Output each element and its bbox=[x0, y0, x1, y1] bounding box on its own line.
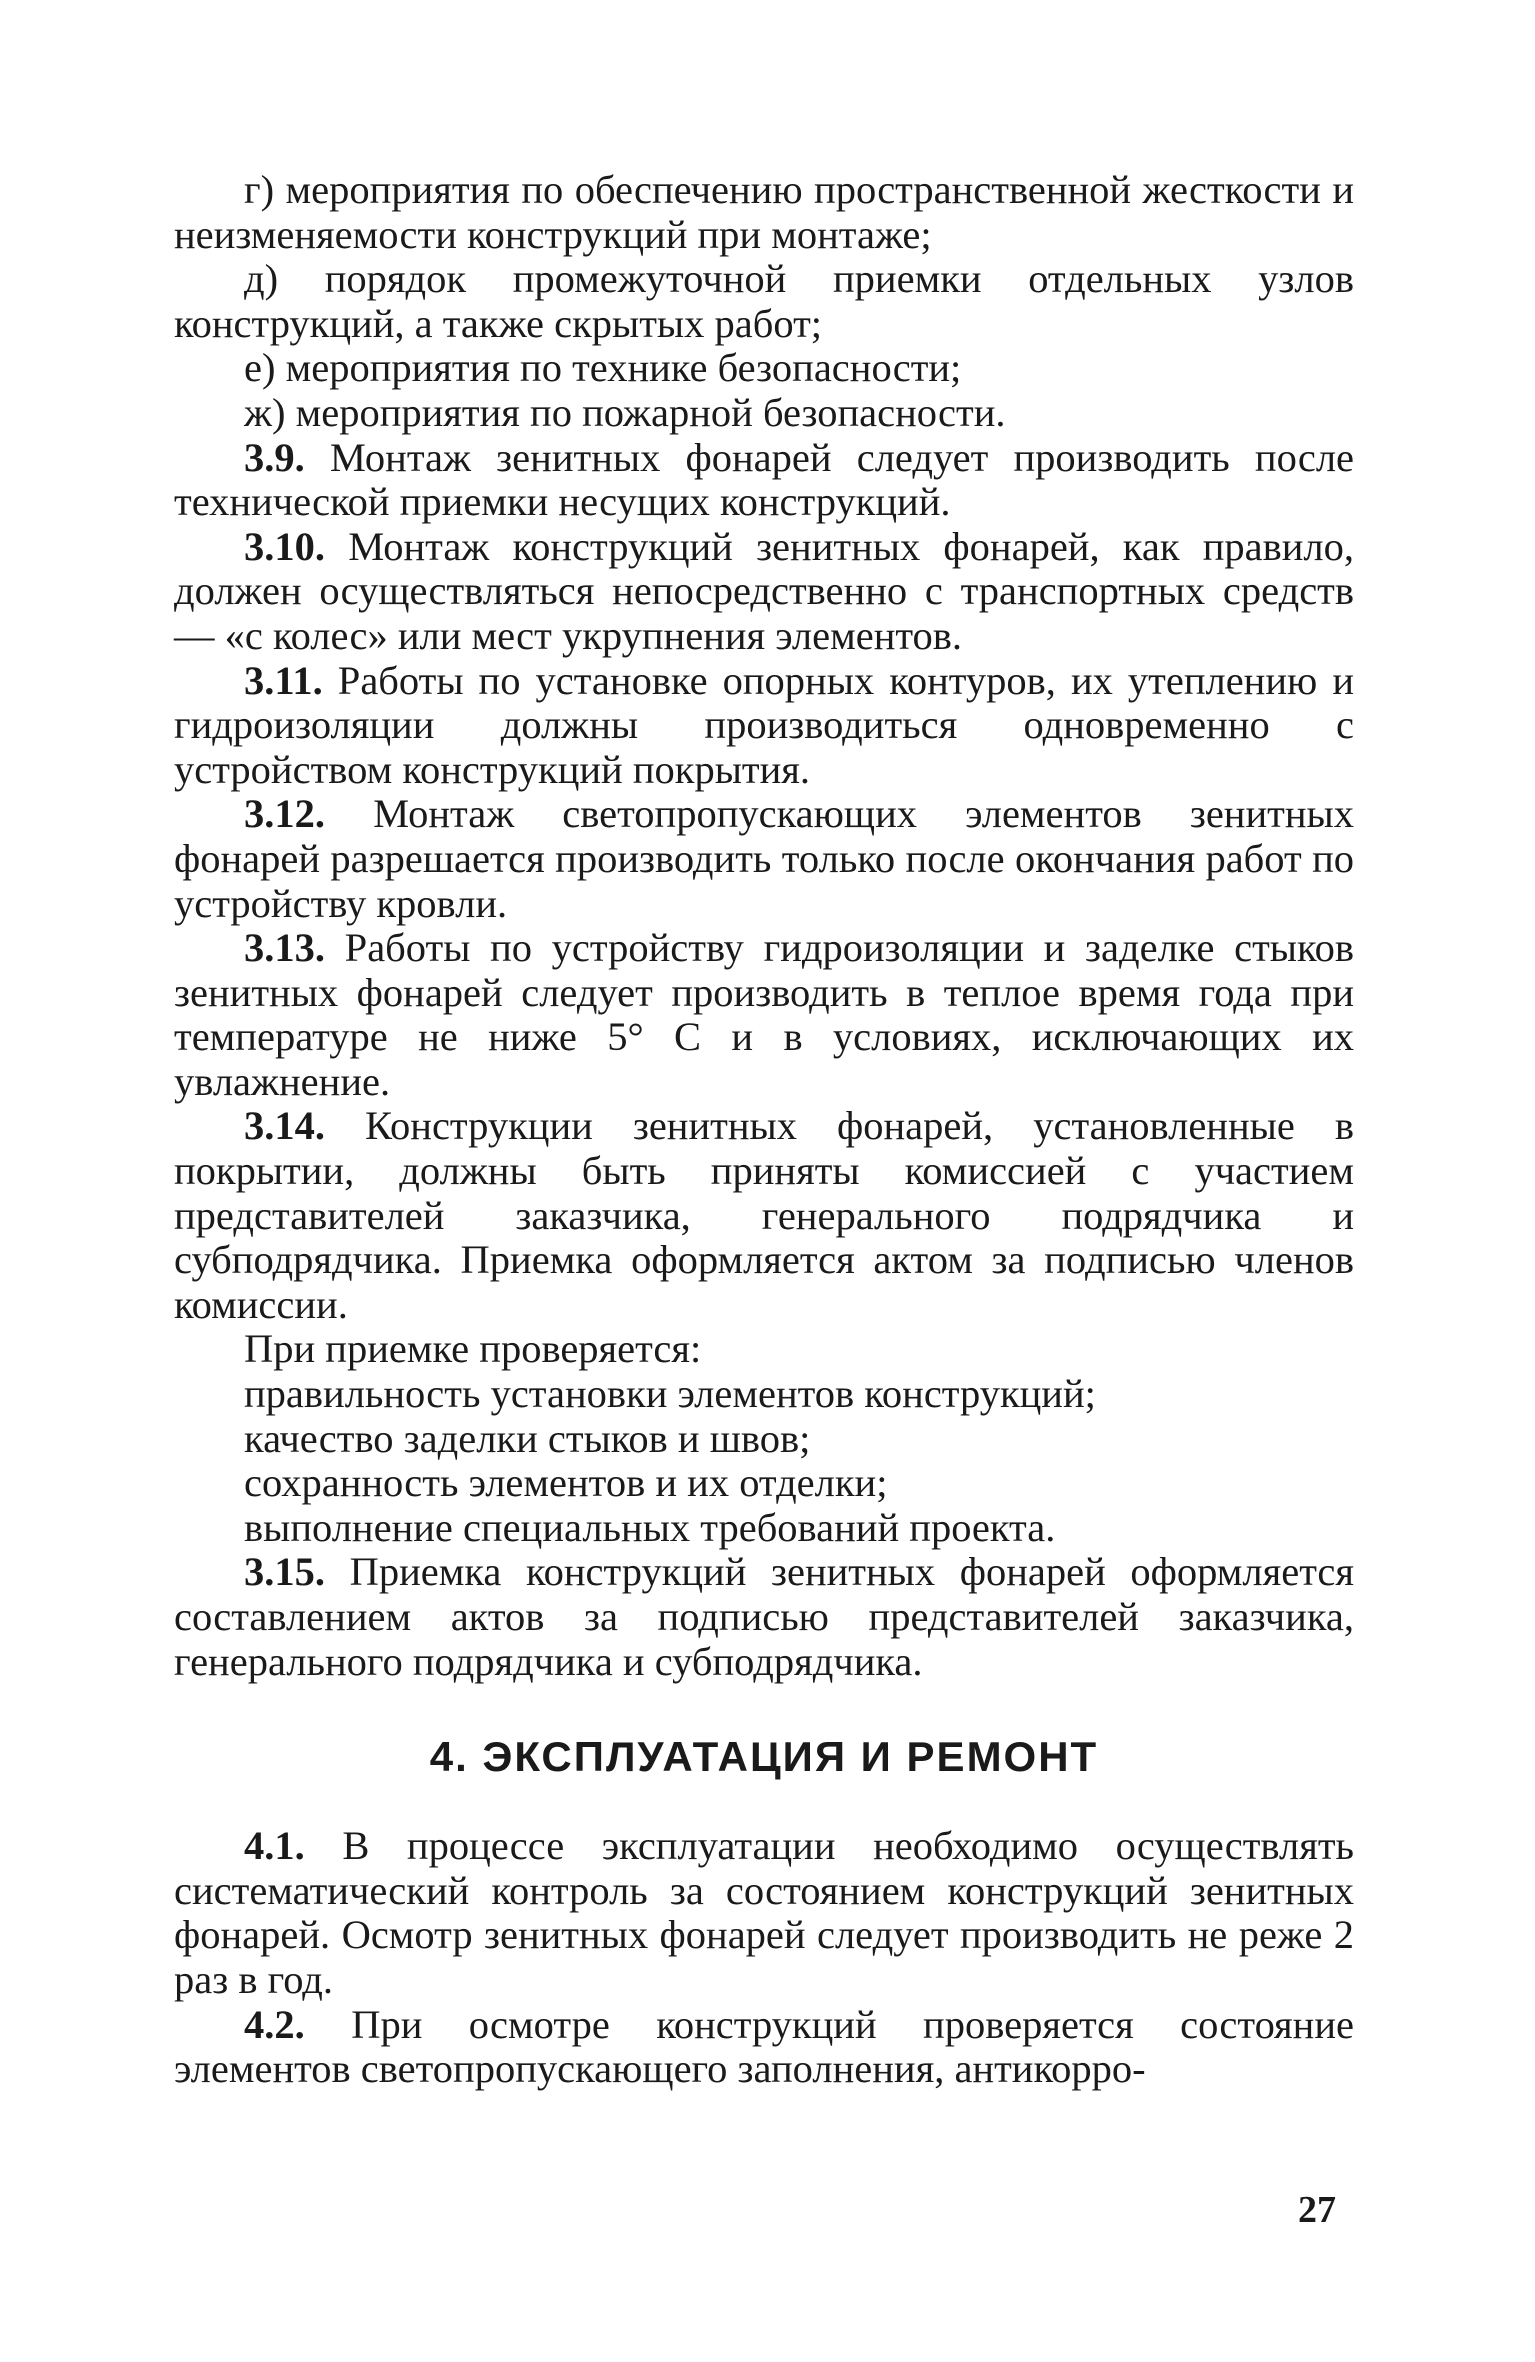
check-intro: При приемке проверяется: bbox=[244, 1326, 702, 1372]
check-item: правильность установки элементов конструкций; bbox=[244, 1371, 1096, 1417]
section-text: Монтаж светопропускающих элементов зенитных фонарей разрешается производить только после окончания работ по устройству кровли. bbox=[174, 791, 1354, 926]
list-item-zh: ж) мероприятия по пожарной безопасности. bbox=[244, 389, 1006, 435]
section-number: 3.12. bbox=[244, 791, 325, 837]
check-item: выполнение специальных требований проекта. bbox=[244, 1504, 1056, 1550]
paragraph-3-13 bbox=[174, 926, 1354, 1104]
list-item-e: е) мероприятия по технике безопасности; bbox=[244, 345, 962, 391]
section-number: 3.14. bbox=[244, 1103, 325, 1149]
section-number: 4.2. bbox=[244, 2001, 305, 2047]
paragraph-4-2 bbox=[174, 2003, 1354, 2092]
section-number: 3.9. bbox=[244, 434, 305, 480]
section-text: Работы по устройству гидроизоляции и заделке стыков зенитных фонарей следует производить в теплое время года при температуре не ниже 5° С и в условиях, исключающих их увлажнение. bbox=[174, 925, 1354, 1104]
paragraph-3-14 bbox=[174, 1104, 1354, 1327]
paragraph-3-10 bbox=[174, 525, 1354, 659]
page-number: 27 bbox=[1298, 2189, 1336, 2231]
section-text: Приемка конструкций зенитных фонарей оформляется составлением актов за подписью представителей заказчика, генерального подрядчика и субподрядчика. bbox=[174, 1549, 1354, 1684]
check-item: качество заделки стыков и швов; bbox=[244, 1415, 811, 1461]
section-number: 3.13. bbox=[244, 925, 325, 971]
section-number: 3.10. bbox=[244, 523, 325, 569]
section-text: Работы по установке опорных контуров, их утеплению и гидроизоляции должны производиться одновременно с устройством конструкций покрытия. bbox=[174, 657, 1354, 792]
section-heading: 4. ЭКСПЛУАТАЦИЯ И РЕМОНТ bbox=[429, 1733, 1099, 1781]
section-text: В процессе эксплуатации необходимо осуществлять систематический контроль за состоянием конструкций зенитных фонарей. Осмотр зенитных фонарей следует производить не реже 2 раз в год. bbox=[174, 1823, 1354, 2002]
section-number: 3.15. bbox=[244, 1549, 325, 1595]
paragraph-3-12 bbox=[174, 792, 1354, 926]
paragraph-4-1 bbox=[174, 1824, 1354, 2002]
list-item-g: г) мероприятия по обеспечению пространственной жесткости и неизменяемости конструкций при монтаже; bbox=[174, 167, 1354, 257]
section-text: Монтаж конструкций зенитных фонарей, как правило, должен осуществляться непосредственно с транспортных средств — «с колес» или мест укрупнения элементов. bbox=[174, 523, 1354, 658]
section-text: При осмотре конструкций проверяется состояние элементов светопропускающего заполнения, антикорро- bbox=[174, 2001, 1354, 2092]
check-item: сохранность элементов и их отделки; bbox=[244, 1460, 888, 1506]
section-number: 3.11. bbox=[244, 657, 323, 703]
section-number: 4.1. bbox=[244, 1823, 305, 1869]
list-item-d: д) порядок промежуточной приемки отдельных узлов конструкций, а также скрытых работ; bbox=[174, 256, 1354, 346]
paragraph-3-9 bbox=[174, 436, 1354, 525]
text-block bbox=[174, 168, 1354, 2092]
paragraph-3-11 bbox=[174, 659, 1354, 793]
section-text: Монтаж зенитных фонарей следует производить после технической приемки несущих конструкций. bbox=[174, 434, 1354, 525]
paragraph-3-15 bbox=[174, 1550, 1354, 1684]
section-text: Конструкции зенитных фонарей, установленные в покрытии, должны быть приняты комиссией с участием представителей заказчика, генерального подрядчика и субподрядчика. Приемка оформляется актом за подписью членов комиссии. bbox=[174, 1103, 1354, 1327]
